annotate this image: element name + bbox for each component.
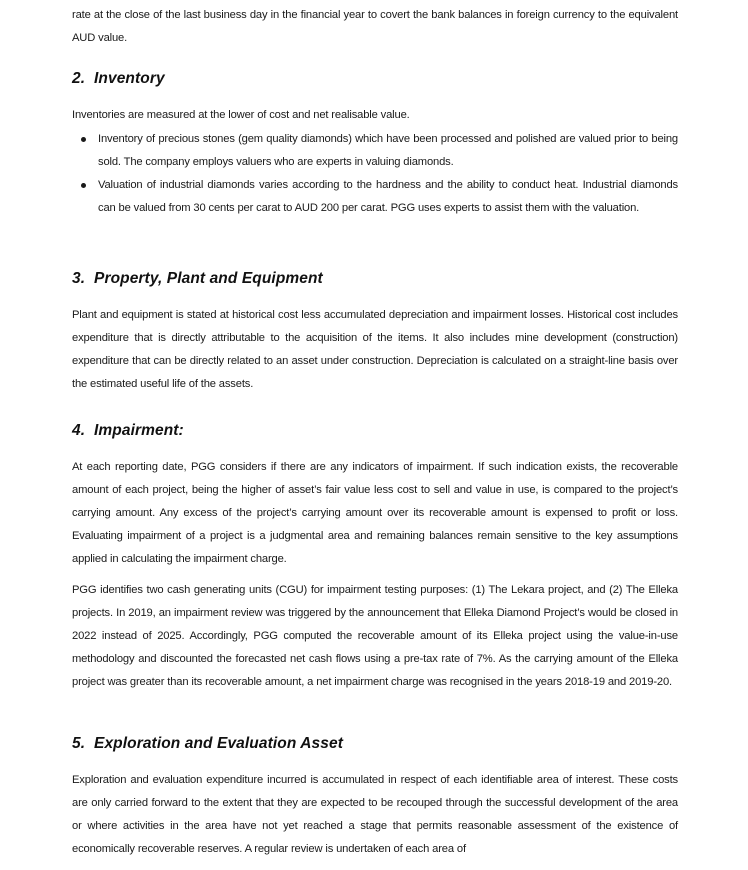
section-heading-impairment — [72, 422, 678, 440]
section-number: 2. — [72, 70, 86, 87]
inventory-bullet-list — [72, 128, 678, 220]
bullet-item — [72, 174, 678, 220]
inventory-paragraph: Inventories are measured at the lower of cost and net realisable value. — [72, 109, 410, 121]
bullet-item — [72, 128, 678, 174]
bullet-text: Valuation of industrial diamonds varies according to the hardness and the ability to conduct heat. Industrial diamonds can be valued from 30 cents per carat to AUD 200 per carat. PGG uses experts to assist them with the valuation. — [98, 179, 678, 214]
section-heading-inventory — [72, 70, 678, 88]
exploration-paragraph: Exploration and evaluation expenditure incurred is accumulated in respect of each identifiable area of interest. These costs are only carried forward to the extent that they are expected to be recouped through the successful development of the area or where activities in the area have not yet reached a stage that permits reasonable assessment of the existence of economically recoverable reserves. A regular review is undertaken of each area of — [72, 774, 678, 855]
section-number: 5. — [72, 735, 86, 752]
bullet-text: Inventory of precious stones (gem quality diamonds) which have been processed and polished are valued prior to being sold. The company employs valuers who are experts in valuing diamonds. — [98, 133, 678, 168]
section-number: 4. — [72, 422, 86, 439]
section-number: 3. — [72, 270, 86, 287]
impairment-paragraph-1: At each reporting date, PGG considers if there are any indicators of impairment. If such indication exists, the recoverable amount of each project, being the higher of asset’s fair value less cost to sell and value in use, is compared to the project’s carrying amount. Any excess of the project’s carrying amount over its recoverable amount is expensed to profit or loss. Evaluating impairment of a project is a judgmental area and remaining balances remain sensitive to the key assumptions applied in calculating the impairment charge. — [72, 461, 678, 565]
bullet-icon — [81, 137, 86, 142]
section-title: Exploration and Evaluation Asset — [94, 735, 343, 752]
impairment-paragraph-2: PGG identifies two cash generating units (CGU) for impairment testing purposes: (1) The Lekara project, and (2) The Elleka projects. In 2019, an impairment review was triggered by the announcement that Elleka Diamond Project’s would be closed in 2022 instead of 2025. Accordingly, PGG computed the recoverable amount of its Elleka project using the value-in-use methodology and discounted the forecasted net cash flows using a pre-tax rate of 7%. As the carrying amount of the Elleka project was greater than its recoverable amount, a net impairment charge was recognised in the years 2018-19 and 2019-20. — [72, 584, 678, 688]
section-title: Inventory — [94, 70, 165, 87]
section-heading-ppe — [72, 270, 678, 288]
section-title: Property, Plant and Equipment — [94, 270, 323, 287]
section-title: Impairment: — [94, 422, 184, 439]
ppe-paragraph: Plant and equipment is stated at historical cost less accumulated depreciation and impairment losses. Historical cost includes expenditure that is directly attributable to the acquisition of the items. It also includes mine development (construction) expenditure that can be directly related to an asset under construction. Depreciation is calculated on a straight-line basis over the estimated useful life of the assets. — [72, 309, 678, 390]
intro-paragraph: rate at the close of the last business day in the financial year to covert the bank balances in foreign currency to the equivalent AUD value. — [72, 9, 678, 44]
bullet-icon — [81, 183, 86, 188]
section-heading-exploration — [72, 735, 678, 753]
